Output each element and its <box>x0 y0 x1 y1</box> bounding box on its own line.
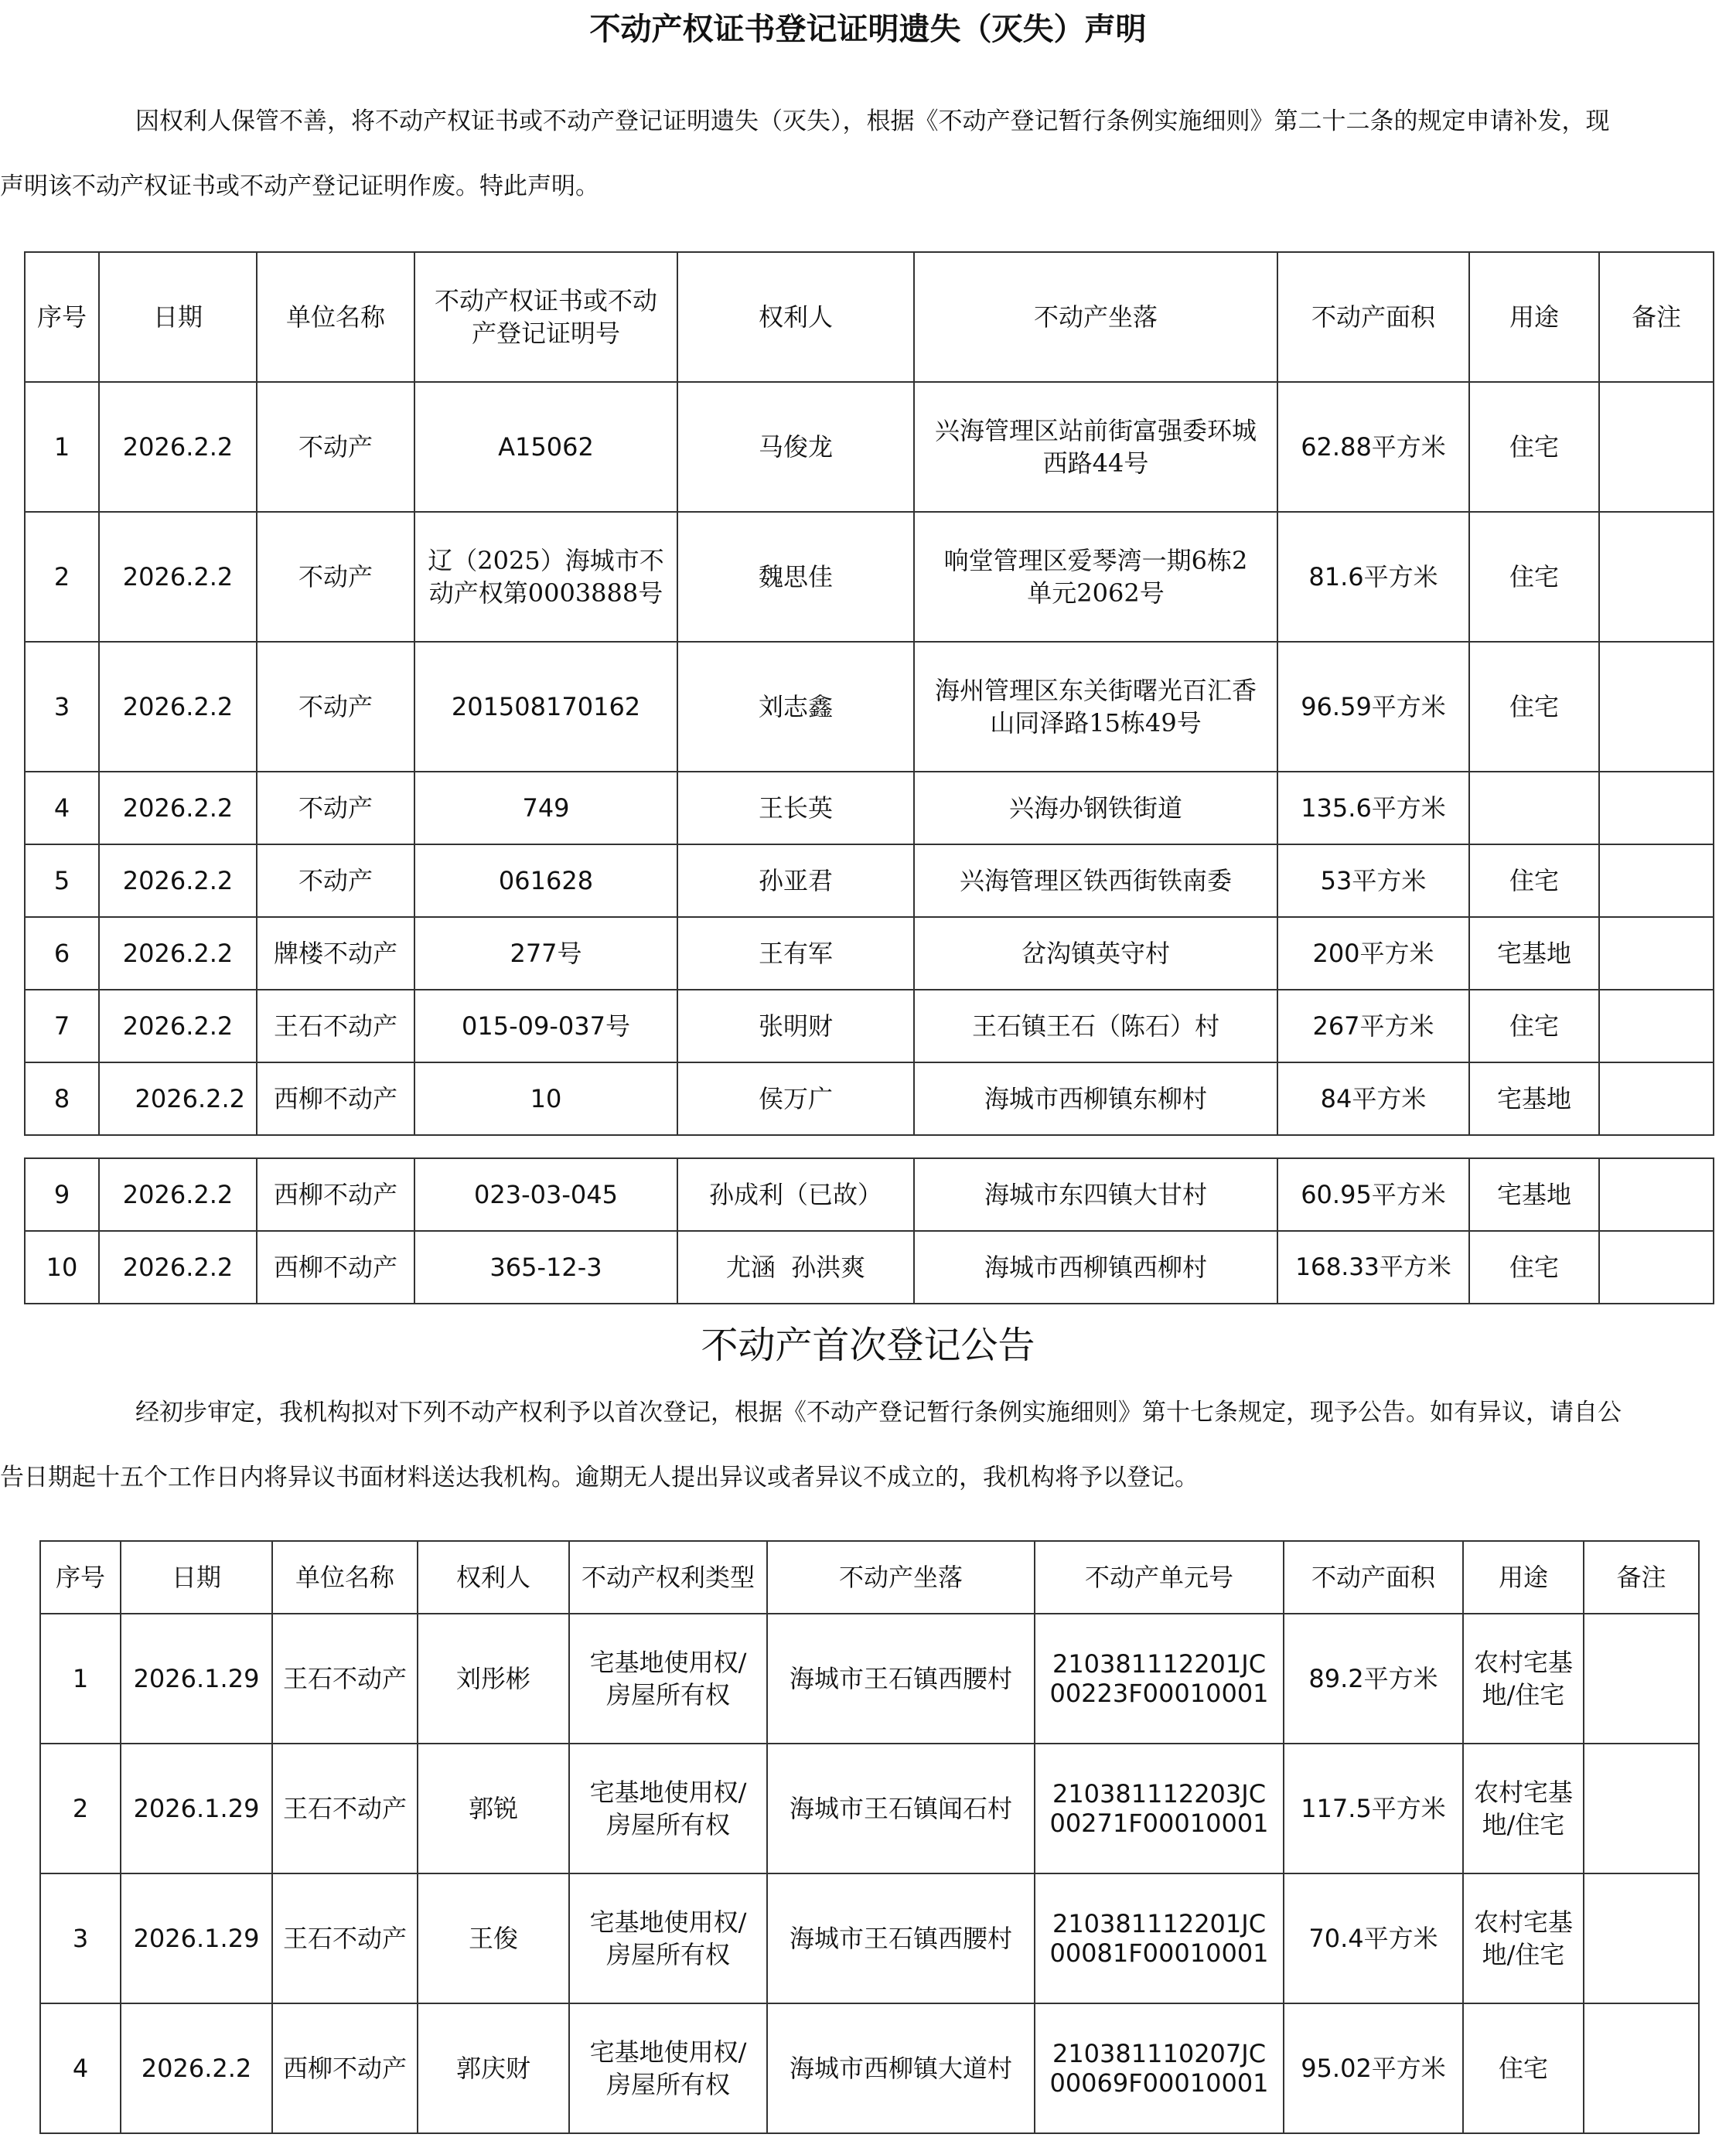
cell-seq: 3 <box>40 1873 121 2003</box>
cell-unit-no-l1: 210381112201JC <box>1052 1649 1267 1679</box>
table-row <box>25 382 1714 512</box>
cell-remark <box>1584 1744 1699 1873</box>
cell-right-type-l1: 宅基地使用权/ <box>589 2037 747 2067</box>
cell-seq: 1 <box>40 1614 121 1744</box>
cell-use: 住宅 <box>1463 2003 1584 2133</box>
header-date: 日期 <box>99 252 257 382</box>
cell-remark <box>1599 1231 1714 1304</box>
cell-right-type <box>569 1873 767 2003</box>
cell-use: 住宅 <box>1469 512 1599 642</box>
cell-unit: 王石不动产 <box>272 1744 418 1873</box>
cell-right-type-l1: 宅基地使用权/ <box>589 1648 747 1677</box>
cell-use: 住宅 <box>1469 990 1599 1062</box>
notice2-line2: 告日期起十五个工作日内将异议书面材料送达我机构。逾期无人提出异议或者异议不成立的，我机构将予以登记。 <box>0 1464 1199 1492</box>
header-unit: 单位名称 <box>272 1541 418 1614</box>
cell-seq: 9 <box>25 1158 99 1231</box>
cell-date: 2026.2.2 <box>99 1158 257 1231</box>
cell-seq: 5 <box>25 844 99 917</box>
table-row <box>25 844 1714 917</box>
cell-area: 200平方米 <box>1277 917 1469 990</box>
cell-owner: 侯万广 <box>677 1062 914 1135</box>
cell-seq: 4 <box>25 772 99 844</box>
header-unit: 单位名称 <box>257 252 414 382</box>
cell-use-l1: 农村宅基 <box>1473 1907 1573 1937</box>
cell-remark <box>1599 642 1714 772</box>
cell-area: 168.33平方米 <box>1277 1231 1469 1304</box>
table-row <box>25 642 1714 772</box>
cell-owner: 刘彤彬 <box>418 1614 569 1744</box>
cell-remark <box>1599 772 1714 844</box>
notice2-paragraph <box>0 1380 1682 1510</box>
header-cert-l1: 不动产权证书或不动 <box>434 286 657 315</box>
cell-cert: 365-12-3 <box>414 1231 677 1304</box>
cell-seq: 7 <box>25 990 99 1062</box>
cell-location-l2: 西路44号 <box>1042 448 1149 478</box>
cell-area: 96.59平方米 <box>1277 642 1469 772</box>
header-area: 不动产面积 <box>1277 252 1469 382</box>
cell-cert: 015-09-037号 <box>414 990 677 1062</box>
cell-seq: 1 <box>25 382 99 512</box>
cell-right-type <box>569 1614 767 1744</box>
cell-remark <box>1599 1158 1714 1231</box>
cell-right-type-l2: 房屋所有权 <box>605 1680 730 1710</box>
cell-date: 2026.2.2 <box>99 917 257 990</box>
cell-remark <box>1599 1062 1714 1135</box>
cell-date: 2026.2.2 <box>99 1231 257 1304</box>
cell-remark <box>1599 844 1714 917</box>
loss-declaration-table <box>24 251 1714 1136</box>
cell-unit: 不动产 <box>257 642 414 772</box>
header-location: 不动产坐落 <box>767 1541 1035 1614</box>
cell-location-l1: 兴海管理区站前街富强委环城 <box>934 416 1257 445</box>
cell-unit-no-l1: 210381112201JC <box>1052 1909 1267 1938</box>
table-row <box>25 1231 1714 1304</box>
table-row <box>40 1873 1699 2003</box>
cell-unit-no <box>1035 1744 1284 1873</box>
cell-unit-no-l1: 210381112203JC <box>1052 1779 1267 1809</box>
cell-seq: 2 <box>40 1744 121 1873</box>
header-owner: 权利人 <box>677 252 914 382</box>
cell-date: 2026.2.2 <box>99 844 257 917</box>
notice1-title: 不动产权证书登记证明遗失（灭失）声明 <box>589 12 1147 47</box>
cell-location <box>914 512 1277 642</box>
cell-unit-no-l2: 00271F00010001 <box>1049 1809 1269 1838</box>
cell-location-l1: 海州管理区东关街曙光百汇香 <box>934 676 1257 705</box>
cell-location <box>914 642 1277 772</box>
cell-right-type <box>569 1744 767 1873</box>
cell-right-type-l2: 房屋所有权 <box>605 1940 730 1969</box>
cell-seq: 2 <box>25 512 99 642</box>
cell-location: 海城市王石镇闻石村 <box>767 1744 1035 1873</box>
cell-owner: 尤涵 孙洪爽 <box>677 1231 914 1304</box>
cell-owner: 王俊 <box>418 1873 569 2003</box>
cell-area: 89.2平方米 <box>1284 1614 1463 1744</box>
cell-owner: 马俊龙 <box>677 382 914 512</box>
cell-unit: 不动产 <box>257 382 414 512</box>
cell-area: 267平方米 <box>1277 990 1469 1062</box>
cell-remark <box>1599 512 1714 642</box>
cell-owner: 孙成利（已故） <box>677 1158 914 1231</box>
cell-seq: 10 <box>25 1231 99 1304</box>
cell-area: 60.95平方米 <box>1277 1158 1469 1231</box>
cell-location <box>914 382 1277 512</box>
cell-use-l2: 地/住宅 <box>1482 1680 1565 1710</box>
header-area: 不动产面积 <box>1284 1541 1463 1614</box>
table-row <box>25 1158 1714 1231</box>
cell-remark <box>1599 382 1714 512</box>
cell-location-l2: 单元2062号 <box>1027 578 1165 608</box>
cell-cert: 061628 <box>414 844 677 917</box>
cell-area: 70.4平方米 <box>1284 1873 1463 2003</box>
cell-area: 135.6平方米 <box>1277 772 1469 844</box>
notice1-line2: 声明该不动产权证书或不动产登记证明作废。特此声明。 <box>0 172 599 200</box>
cell-remark <box>1584 1873 1699 2003</box>
cell-location: 海城市西柳镇东柳村 <box>914 1062 1277 1135</box>
cell-use-l2: 地/住宅 <box>1482 1940 1565 1969</box>
header-cert <box>414 252 677 382</box>
cell-cert <box>414 512 677 642</box>
cell-unit-no <box>1035 1873 1284 2003</box>
table-row <box>40 1744 1699 1873</box>
cell-area: 95.02平方米 <box>1284 2003 1463 2133</box>
cell-use: 宅基地 <box>1469 917 1599 990</box>
table-header-row <box>40 1541 1699 1614</box>
cell-use <box>1463 1614 1584 1744</box>
cell-unit: 不动产 <box>257 512 414 642</box>
table-row <box>25 990 1714 1062</box>
cell-cert: 10 <box>414 1062 677 1135</box>
cell-seq: 4 <box>40 2003 121 2133</box>
cell-cert-l2: 动产权第0003888号 <box>428 578 663 608</box>
cell-unit: 不动产 <box>257 844 414 917</box>
cell-location: 海城市西柳镇大道村 <box>767 2003 1035 2133</box>
cell-date: 2026.1.29 <box>121 1873 272 2003</box>
table-row <box>25 772 1714 844</box>
cell-unit-no-l1: 210381110207JC <box>1052 2039 1267 2068</box>
cell-unit: 不动产 <box>257 772 414 844</box>
header-cert-l2: 产登记证明号 <box>471 319 620 348</box>
cell-unit: 西柳不动产 <box>257 1158 414 1231</box>
cell-unit: 牌楼不动产 <box>257 917 414 990</box>
cell-use <box>1463 1873 1584 2003</box>
cell-area: 81.6平方米 <box>1277 512 1469 642</box>
cell-owner: 郭庆财 <box>418 2003 569 2133</box>
cell-owner: 张明财 <box>677 990 914 1062</box>
cell-location: 岔沟镇英守村 <box>914 917 1277 990</box>
header-remark: 备注 <box>1584 1541 1699 1614</box>
notice2-title: 不动产首次登记公告 <box>701 1324 1035 1367</box>
cell-seq: 3 <box>25 642 99 772</box>
cell-remark <box>1599 990 1714 1062</box>
cell-cert: 749 <box>414 772 677 844</box>
header-date: 日期 <box>121 1541 272 1614</box>
table-row <box>25 512 1714 642</box>
cell-unit: 西柳不动产 <box>257 1062 414 1135</box>
cell-location: 兴海办钢铁街道 <box>914 772 1277 844</box>
cell-location: 海城市王石镇西腰村 <box>767 1614 1035 1744</box>
cell-cert-l1: 辽（2025）海城市不 <box>428 546 664 575</box>
cell-location: 海城市王石镇西腰村 <box>767 1873 1035 2003</box>
cell-owner: 刘志鑫 <box>677 642 914 772</box>
cell-location-l1: 响堂管理区爱琴湾一期6栋2 <box>943 546 1248 575</box>
header-location: 不动产坐落 <box>914 252 1277 382</box>
cell-cert: A15062 <box>414 382 677 512</box>
cell-right-type-l1: 宅基地使用权/ <box>589 1778 747 1807</box>
cell-use-l1: 农村宅基 <box>1473 1648 1573 1677</box>
cell-use-l1: 农村宅基 <box>1473 1778 1573 1807</box>
table-row <box>25 917 1714 990</box>
cell-owner: 郭锐 <box>418 1744 569 1873</box>
cell-unit: 西柳不动产 <box>272 2003 418 2133</box>
first-registration-table <box>39 1540 1700 2134</box>
header-owner: 权利人 <box>418 1541 569 1614</box>
cell-date: 2026.2.2 <box>121 2003 272 2133</box>
cell-unit: 王石不动产 <box>257 990 414 1062</box>
cell-unit: 西柳不动产 <box>257 1231 414 1304</box>
cell-location: 兴海管理区铁西街铁南委 <box>914 844 1277 917</box>
cell-seq: 6 <box>25 917 99 990</box>
cell-use: 宅基地 <box>1469 1158 1599 1231</box>
cell-location: 海城市西柳镇西柳村 <box>914 1231 1277 1304</box>
cell-unit: 王石不动产 <box>272 1614 418 1744</box>
cell-cert: 201508170162 <box>414 642 677 772</box>
cell-area: 84平方米 <box>1277 1062 1469 1135</box>
cell-date: 2026.2.2 <box>99 512 257 642</box>
cell-use-l2: 地/住宅 <box>1482 1810 1565 1839</box>
notice1-paragraph <box>0 89 1682 219</box>
table-row <box>40 2003 1699 2133</box>
header-seq: 序号 <box>25 252 99 382</box>
header-seq: 序号 <box>40 1541 121 1614</box>
cell-owner: 王有军 <box>677 917 914 990</box>
cell-right-type-l2: 房屋所有权 <box>605 1810 730 1839</box>
cell-remark <box>1599 917 1714 990</box>
cell-date: 2026.1.29 <box>121 1744 272 1873</box>
cell-date: 2026.2.2 <box>99 772 257 844</box>
cell-location: 海城市东四镇大甘村 <box>914 1158 1277 1231</box>
table-row <box>25 1062 1714 1135</box>
cell-date: 2026.2.2 <box>99 642 257 772</box>
cell-area: 53平方米 <box>1277 844 1469 917</box>
cell-use: 住宅 <box>1469 642 1599 772</box>
cell-area: 62.88平方米 <box>1277 382 1469 512</box>
cell-owner: 王长英 <box>677 772 914 844</box>
cell-use: 住宅 <box>1469 1231 1599 1304</box>
header-unit-no: 不动产单元号 <box>1035 1541 1284 1614</box>
cell-use <box>1463 1744 1584 1873</box>
cell-date: 2026.2.2 <box>99 382 257 512</box>
cell-area: 117.5平方米 <box>1284 1744 1463 1873</box>
cell-right-type-l2: 房屋所有权 <box>605 2070 730 2099</box>
header-remark: 备注 <box>1599 252 1714 382</box>
loss-declaration-table-continued <box>24 1157 1714 1304</box>
cell-date: 2026.1.29 <box>121 1614 272 1744</box>
header-right-type: 不动产权利类型 <box>569 1541 767 1614</box>
cell-unit: 王石不动产 <box>272 1873 418 2003</box>
header-use: 用途 <box>1463 1541 1584 1614</box>
cell-location-l2: 山同泽路15栋49号 <box>990 708 1202 738</box>
cell-unit-no-l2: 00069F00010001 <box>1049 2068 1269 2098</box>
cell-owner: 孙亚君 <box>677 844 914 917</box>
notice2-line1: 经初步审定，我机构拟对下列不动产权利予以首次登记，根据《不动产登记暂行条例实施细则》第十七条规定，现予公告。如有异议，请自公 <box>135 1399 1622 1427</box>
cell-owner: 魏思佳 <box>677 512 914 642</box>
cell-unit-no-l2: 00081F00010001 <box>1049 1938 1269 1968</box>
cell-use <box>1469 772 1599 844</box>
cell-date: 2026.2.2 <box>99 990 257 1062</box>
cell-use: 住宅 <box>1469 844 1599 917</box>
cell-seq: 8 <box>25 1062 99 1135</box>
table-row <box>40 1614 1699 1744</box>
cell-cert: 277号 <box>414 917 677 990</box>
cell-remark <box>1584 1614 1699 1744</box>
table-header-row <box>25 252 1714 382</box>
cell-unit-no-l2: 00223F00010001 <box>1049 1679 1269 1708</box>
cell-remark <box>1584 2003 1699 2133</box>
cell-right-type <box>569 2003 767 2133</box>
cell-right-type-l1: 宅基地使用权/ <box>589 1907 747 1937</box>
cell-location: 王石镇王石（陈石）村 <box>914 990 1277 1062</box>
cell-cert: 023-03-045 <box>414 1158 677 1231</box>
cell-use: 宅基地 <box>1469 1062 1599 1135</box>
header-use: 用途 <box>1469 252 1599 382</box>
cell-unit-no <box>1035 1614 1284 1744</box>
notice1-line1: 因权利人保管不善，将不动产权证书或不动产登记证明遗失（灭失），根据《不动产登记暂行条例实施细则》第二十二条的规定申请补发，现 <box>135 107 1610 135</box>
cell-use: 住宅 <box>1469 382 1599 512</box>
cell-unit-no <box>1035 2003 1284 2133</box>
cell-date: 2026.2.2 <box>99 1062 257 1135</box>
